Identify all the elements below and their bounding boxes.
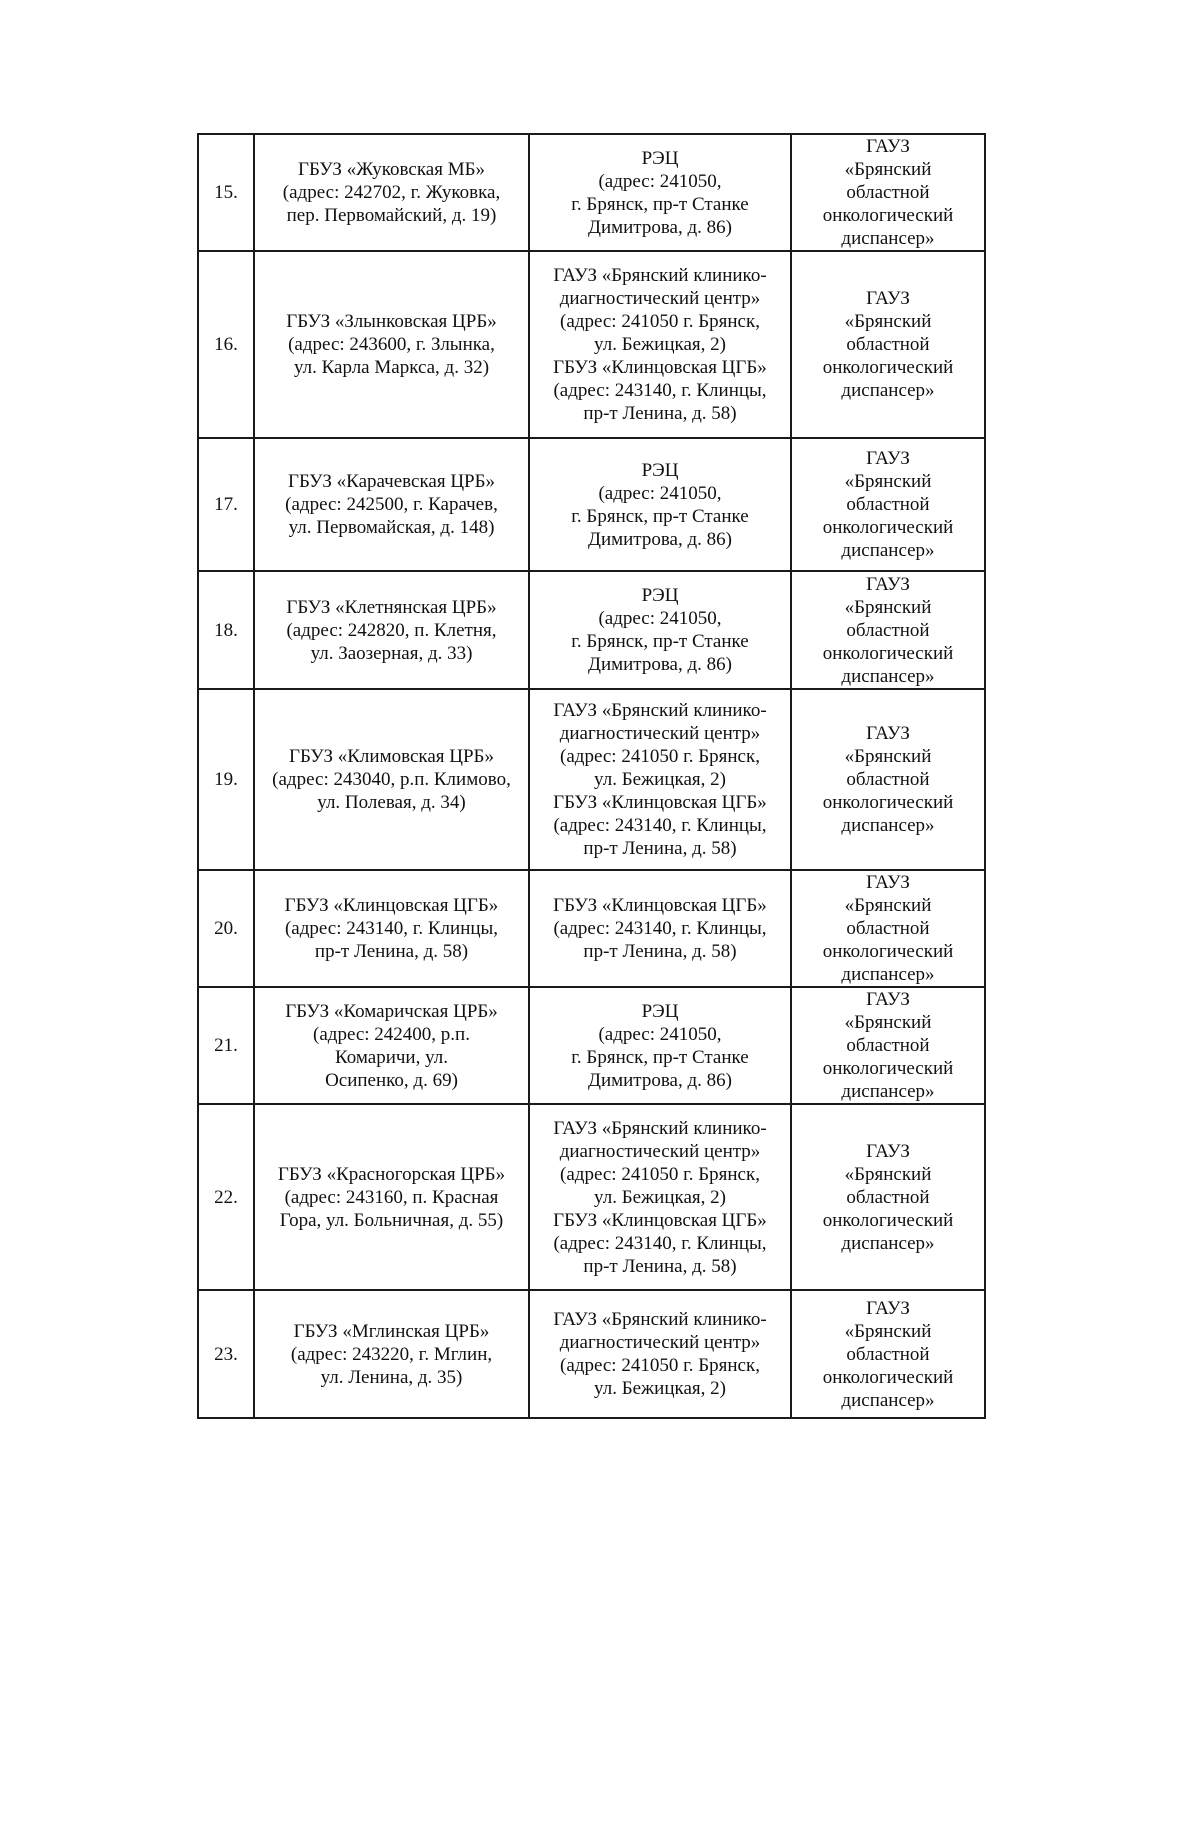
oncology-center-cell: ГАУЗ «Брянский областной онкологический диспансер» [791, 571, 985, 689]
referral-center-cell: ГАУЗ «Брянский клинико- диагностический центр» (адрес: 241050 г. Брянск, ул. Бежицкая, 2) [529, 1290, 791, 1418]
table-row [198, 870, 985, 987]
row-number: 22. [198, 1104, 254, 1290]
oncology-center-cell: ГАУЗ «Брянский областной онкологический диспансер» [791, 689, 985, 870]
table-row [198, 251, 985, 438]
table-row [198, 1290, 985, 1418]
table-row [198, 438, 985, 571]
institution-cell: ГБУЗ «Клинцовская ЦГБ» (адрес: 243140, г. Клинцы, пр-т Ленина, д. 58) [254, 870, 529, 987]
table-row [198, 134, 985, 251]
institution-cell: ГБУЗ «Красногорская ЦРБ» (адрес: 243160, п. Красная Гора, ул. Больничная, д. 55) [254, 1104, 529, 1290]
institution-cell: ГБУЗ «Карачевская ЦРБ» (адрес: 242500, г. Карачев, ул. Первомайская, д. 148) [254, 438, 529, 571]
oncology-center-cell: ГАУЗ «Брянский областной онкологический диспансер» [791, 1290, 985, 1418]
table-row [198, 571, 985, 689]
oncology-center-cell: ГАУЗ «Брянский областной онкологический диспансер» [791, 438, 985, 571]
institution-cell: ГБУЗ «Жуковская МБ» (адрес: 242702, г. Жуковка, пер. Первомайский, д. 19) [254, 134, 529, 251]
oncology-center-cell: ГАУЗ «Брянский областной онкологический диспансер» [791, 134, 985, 251]
oncology-center-cell: ГАУЗ «Брянский областной онкологический диспансер» [791, 987, 985, 1104]
row-number: 15. [198, 134, 254, 251]
row-number: 23. [198, 1290, 254, 1418]
referral-center-cell: ГАУЗ «Брянский клинико- диагностический центр» (адрес: 241050 г. Брянск, ул. Бежицкая, 2) ГБУЗ «Клинцовская ЦГБ» (адрес: 243140, г. Клинцы, пр-т Ленина, д. 58) [529, 1104, 791, 1290]
institution-cell: ГБУЗ «Комаричская ЦРБ» (адрес: 242400, р.п. Комаричи, ул. Осипенко, д. 69) [254, 987, 529, 1104]
referral-center-cell: ГАУЗ «Брянский клинико- диагностический центр» (адрес: 241050 г. Брянск, ул. Бежицкая, 2) ГБУЗ «Клинцовская ЦГБ» (адрес: 243140, г. Клинцы, пр-т Ленина, д. 58) [529, 251, 791, 438]
referral-center-cell: РЭЦ (адрес: 241050, г. Брянск, пр-т Станке Димитрова, д. 86) [529, 438, 791, 571]
institutions-table [197, 133, 986, 1419]
institution-cell: ГБУЗ «Мглинская ЦРБ» (адрес: 243220, г. Мглин, ул. Ленина, д. 35) [254, 1290, 529, 1418]
row-number: 16. [198, 251, 254, 438]
referral-center-cell: РЭЦ (адрес: 241050, г. Брянск, пр-т Станке Димитрова, д. 86) [529, 571, 791, 689]
table-row [198, 689, 985, 870]
referral-center-cell: ГБУЗ «Клинцовская ЦГБ» (адрес: 243140, г. Клинцы, пр-т Ленина, д. 58) [529, 870, 791, 987]
institution-cell: ГБУЗ «Злынковская ЦРБ» (адрес: 243600, г. Злынка, ул. Карла Маркса, д. 32) [254, 251, 529, 438]
oncology-center-cell: ГАУЗ «Брянский областной онкологический диспансер» [791, 1104, 985, 1290]
table-row [198, 987, 985, 1104]
oncology-center-cell: ГАУЗ «Брянский областной онкологический диспансер» [791, 870, 985, 987]
row-number: 20. [198, 870, 254, 987]
row-number: 21. [198, 987, 254, 1104]
table-row [198, 1104, 985, 1290]
row-number: 19. [198, 689, 254, 870]
institution-cell: ГБУЗ «Клетнянская ЦРБ» (адрес: 242820, п. Клетня, ул. Заозерная, д. 33) [254, 571, 529, 689]
institution-cell: ГБУЗ «Климовская ЦРБ» (адрес: 243040, р.п. Климово, ул. Полевая, д. 34) [254, 689, 529, 870]
referral-center-cell: РЭЦ (адрес: 241050, г. Брянск, пр-т Станке Димитрова, д. 86) [529, 134, 791, 251]
row-number: 18. [198, 571, 254, 689]
referral-center-cell: ГАУЗ «Брянский клинико- диагностический центр» (адрес: 241050 г. Брянск, ул. Бежицкая, 2) ГБУЗ «Клинцовская ЦГБ» (адрес: 243140, г. Клинцы, пр-т Ленина, д. 58) [529, 689, 791, 870]
referral-center-cell: РЭЦ (адрес: 241050, г. Брянск, пр-т Станке Димитрова, д. 86) [529, 987, 791, 1104]
row-number: 17. [198, 438, 254, 571]
oncology-center-cell: ГАУЗ «Брянский областной онкологический диспансер» [791, 251, 985, 438]
